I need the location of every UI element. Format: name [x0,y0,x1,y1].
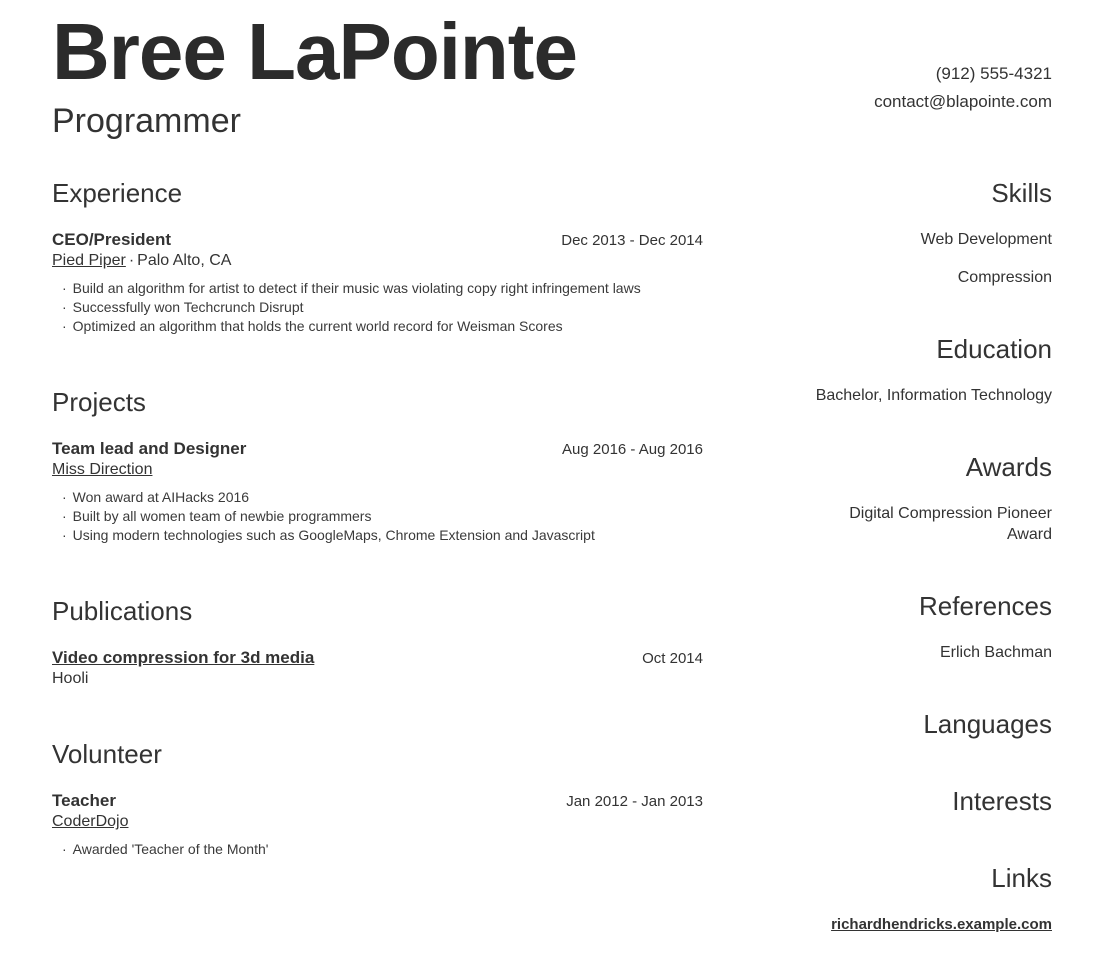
identity-block [52,7,577,140]
publication-entry [52,648,703,688]
education-item: Bachelor, Information Technology [815,387,1052,405]
volunteer-heading: Volunteer [52,739,162,770]
bullet-item [52,488,703,507]
languages-heading: Languages [923,709,1052,740]
bullet-glyph: · [62,841,67,858]
reference-item: Erlich Bachman [939,644,1052,662]
entry-header [52,230,703,250]
projects-section [52,387,703,545]
skills-list [815,229,1052,288]
bullet-list [52,840,703,859]
bullet-item [52,840,703,859]
experience-heading: Experience [52,178,183,209]
skill-item: Web Development [920,231,1052,249]
interests-heading: Interests [952,786,1052,817]
skills-section [815,178,1052,288]
skill-item: Compression [957,269,1052,287]
bullet-text: Won award at AIHacks 2016 [72,489,250,506]
volunteer-entry [52,791,703,859]
links-heading: Links [991,863,1052,894]
phone-number: (912) 555-4321 [935,64,1052,83]
bullet-glyph: · [62,508,67,525]
entry-date: Aug 2016 - Aug 2016 [562,441,703,459]
award-item: Digital Compression Pioneer Award [849,505,1052,544]
awards-section [815,452,1052,545]
org-link[interactable]: CoderDojo [52,813,129,831]
bullet-glyph: · [62,527,67,544]
entry-org-line [52,812,703,831]
org-location-separator: · [128,252,135,270]
left-column [52,178,703,935]
publisher-name: Hooli [52,670,89,688]
bullet-text: Awarded 'Teacher of the Month' [72,841,269,858]
entry-header [52,439,703,459]
org-link[interactable]: Miss Direction [52,461,153,479]
languages-section [815,709,1052,740]
education-section [815,334,1052,406]
interests-section [815,786,1052,817]
publications-heading: Publications [52,596,193,627]
bullet-glyph: · [62,299,67,316]
entry-org-line [52,460,703,479]
entry-header [52,648,703,668]
awards-heading: Awards [965,452,1052,483]
projects-heading: Projects [52,387,146,418]
links-list [815,914,1052,935]
bullet-item [52,317,703,336]
page-title: Bree LaPointe [52,7,577,96]
main-columns [52,178,1052,935]
entry-title: Team lead and Designer [52,439,247,459]
project-entry [52,439,703,545]
entry-org-line [52,669,703,688]
bullet-text: Optimized an algorithm that holds the current world record for Weisman Scores [72,318,563,335]
bullet-item [52,507,703,526]
contact-block [874,60,1052,116]
org-link[interactable]: Pied Piper [52,252,126,270]
entry-org-line [52,251,703,270]
right-column [815,178,1052,935]
volunteer-section [52,739,703,859]
job-role-subtitle: Programmer [52,102,241,140]
bullet-item [52,298,703,317]
bullet-text: Build an algorithm for artist to detect if their music was violating copy right infringement laws [72,280,641,297]
entry-header [52,791,703,811]
bullet-text: Using modern technologies such as GoogleMaps, Chrome Extension and Javascript [72,527,595,544]
entry-date: Oct 2014 [642,650,703,668]
awards-list [815,503,1052,545]
bullet-glyph: · [62,489,67,506]
entry-title: Teacher [52,791,116,811]
publication-title-link[interactable]: Video compression for 3d media [52,648,315,668]
education-heading: Education [936,334,1052,365]
experience-entry [52,230,703,336]
bullet-text: Successfully won Techcrunch Disrupt [72,299,304,316]
bullet-item [52,526,703,545]
bullet-item [52,279,703,298]
publications-section [52,596,703,688]
education-list [815,385,1052,406]
email-address: contact@blapointe.com [874,92,1052,111]
entry-date: Jan 2012 - Jan 2013 [566,793,703,811]
links-section [815,863,1052,935]
bullet-list [52,279,703,336]
experience-section [52,178,703,336]
bullet-text: Built by all women team of newbie programmers [72,508,372,525]
resume-header [52,7,1052,140]
profile-link[interactable]: richardhendricks.example.com [831,916,1052,934]
references-heading: References [919,591,1052,622]
bullet-glyph: · [62,280,67,297]
entry-date: Dec 2013 - Dec 2014 [561,232,703,250]
entry-location: Palo Alto, CA [137,252,232,270]
references-section [815,591,1052,663]
bullet-glyph: · [62,318,67,335]
bullet-list [52,488,703,545]
entry-title: CEO/President [52,230,172,250]
references-list [815,642,1052,663]
skills-heading: Skills [991,178,1052,209]
